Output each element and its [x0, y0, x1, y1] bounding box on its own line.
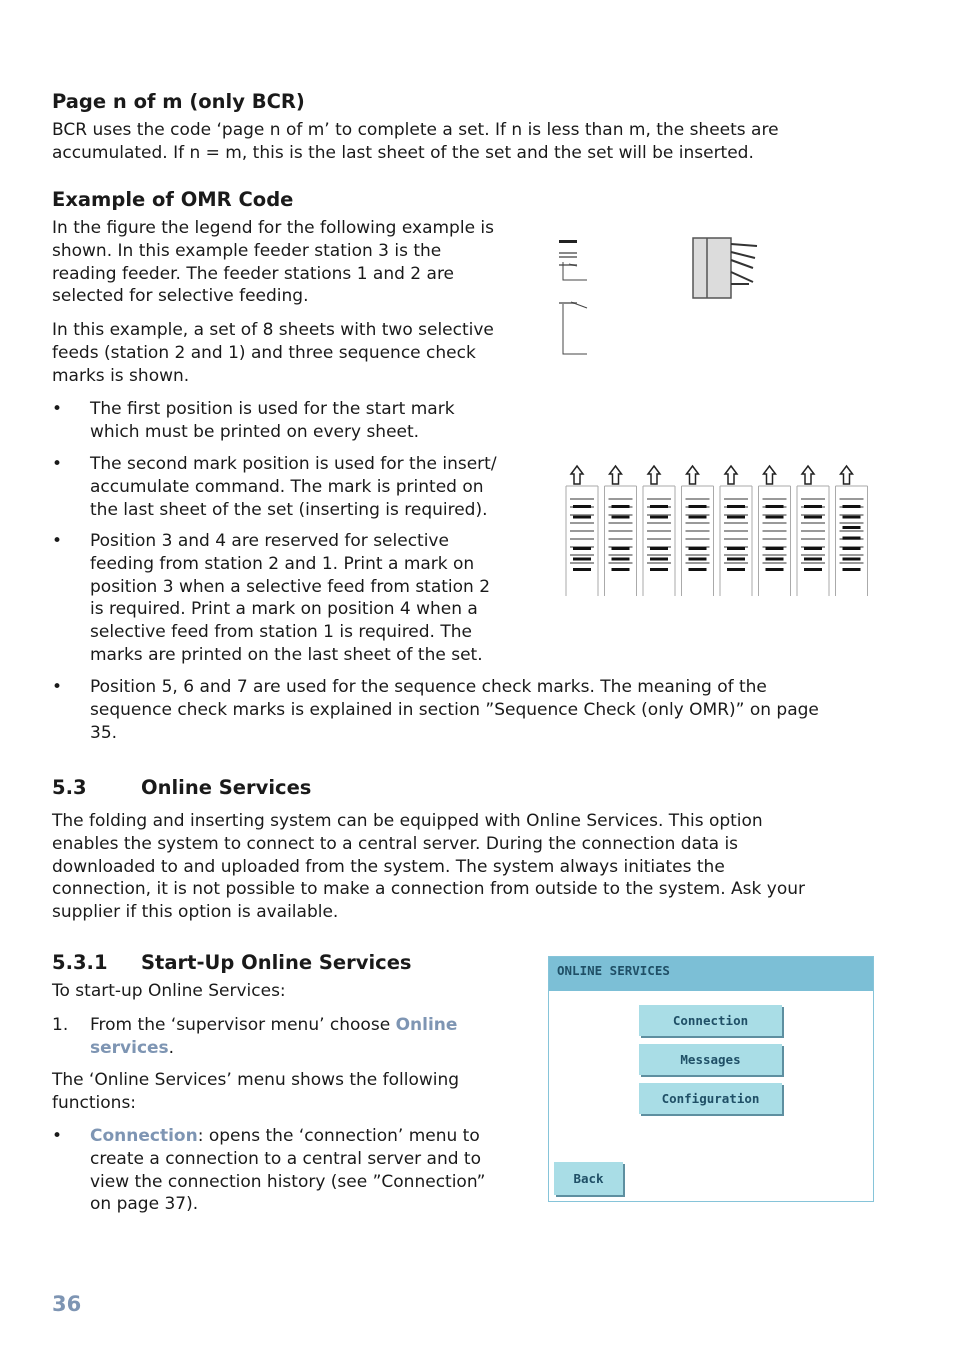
paragraph: accumulated. If n = m, this is the last sheet of the set and the set will be inserted.	[52, 143, 754, 163]
omr-mark	[650, 516, 668, 519]
feed-arrow-icon	[571, 466, 583, 484]
paragraph: The folding and inserting system can be equipped with Online Services. This option enables the system to connect to a central server. During the connection data is downloaded to and uploaded from the system. The system always initiates the connection, it is not possible to make a connection from outside to the system. Ask your supplier if this option is available.	[52, 811, 805, 923]
omr-mark	[689, 547, 707, 550]
omr-mark	[573, 516, 591, 519]
omr-mark	[650, 558, 668, 561]
feed-arrow-icon	[725, 466, 737, 484]
omr-mark	[804, 505, 822, 508]
omr-mark	[573, 547, 591, 550]
heading-page-n-of-m: Page n of m (only BCR)	[52, 90, 305, 113]
feed-arrow-icon	[841, 466, 853, 484]
online-services-panel	[548, 956, 874, 1202]
omr-mark	[766, 505, 784, 508]
omr-mark	[612, 516, 630, 519]
omr-mark	[573, 558, 591, 561]
omr-mark	[727, 516, 745, 519]
paragraph: BCR uses the code ‘page n of m’ to complete a set. If n is less than m, the sheets are	[52, 120, 779, 140]
link-services[interactable]: services	[90, 1037, 169, 1058]
omr-mark	[650, 547, 668, 550]
paragraph: The ‘Online Services’ menu shows the following functions:	[52, 1070, 460, 1113]
omr-mark	[689, 568, 707, 571]
panel-title: ONLINE SERVICES	[557, 963, 670, 978]
omr-mark	[843, 568, 861, 571]
heading-example-omr: Example of OMR Code	[52, 188, 294, 211]
omr-sheet	[797, 466, 829, 596]
bullet-marker: •	[52, 399, 63, 419]
step-item: From the ‘supervisor menu’ choose Online services.	[90, 1015, 458, 1058]
omr-sheet	[566, 466, 598, 596]
feed-arrow-icon	[764, 466, 776, 484]
omr-sheet	[605, 466, 637, 596]
list-item: The first position is used for the start mark which must be printed on every sheet.	[90, 399, 455, 442]
paragraph: In the figure the legend for the following example is shown. In this example feeder station 3 is the reading feeder. The feeder stations 1 and 2 are selected for selective feeding.	[52, 218, 495, 307]
omr-mark	[804, 558, 822, 561]
bullet-marker: •	[52, 1126, 63, 1146]
omr-mark	[843, 558, 861, 561]
section-number: 5.3	[52, 776, 87, 799]
paragraph: In this example, a set of 8 sheets with two selective feeds (station 2 and 1) and three sequence check marks is shown.	[52, 320, 494, 386]
paragraph: To start-up Online Services:	[52, 981, 286, 1001]
omr-mark	[727, 558, 745, 561]
omr-mark	[766, 516, 784, 519]
feed-arrow-icon	[802, 466, 814, 484]
configuration-button[interactable]: Configuration	[639, 1083, 782, 1114]
list-item: The second mark position is used for the insert/ accumulate command. The mark is printed on the last sheet of the set (inserting is required).	[90, 454, 497, 520]
page-number: 36	[52, 1292, 82, 1316]
step-number: 1.	[52, 1015, 69, 1035]
omr-mark	[766, 547, 784, 550]
omr-mark	[804, 568, 822, 571]
list-item: Position 3 and 4 are reserved for selective feeding from station 2 and 1. Print a mark on position 3 when a selective feed from station 2 is required. Print a mark on position 4 when a selective feed from station 1 is required. The marks are printed on the last sheet of the set.	[90, 531, 491, 665]
omr-sheet	[836, 466, 868, 596]
omr-sheet	[720, 466, 752, 596]
heading-start-up-online-services: Start-Up Online Services	[141, 951, 412, 974]
omr-sheet	[682, 466, 714, 596]
section-number: 5.3.1	[52, 951, 108, 974]
omr-legend-figure	[555, 232, 770, 360]
omr-mark	[804, 516, 822, 519]
omr-mark	[573, 568, 591, 571]
link-online[interactable]: Online	[395, 1015, 458, 1035]
list-item: Position 5, 6 and 7 are used for the sequence check marks. The meaning of the sequence check marks is explained in section ”Sequence Check (only OMR)” on page 35.	[90, 677, 819, 743]
omr-mark	[612, 568, 630, 571]
panel-title-bar	[549, 957, 873, 991]
omr-mark	[650, 568, 668, 571]
omr-mark	[843, 537, 861, 540]
omr-mark	[843, 516, 861, 519]
bullet-marker: •	[52, 677, 63, 697]
omr-mark	[727, 505, 745, 508]
omr-mark	[843, 526, 861, 529]
omr-mark	[766, 568, 784, 571]
omr-mark	[573, 505, 591, 508]
omr-mark	[612, 547, 630, 550]
omr-sheet	[643, 466, 675, 596]
omr-mark	[689, 558, 707, 561]
omr-mark	[650, 505, 668, 508]
omr-sheets-figure	[560, 460, 875, 600]
omr-mark	[766, 558, 784, 561]
back-button[interactable]: Back	[554, 1162, 623, 1195]
messages-button[interactable]: Messages	[639, 1044, 782, 1075]
omr-mark	[612, 558, 630, 561]
link-connection[interactable]: Connection	[90, 1126, 198, 1146]
bullet-marker: •	[52, 454, 63, 474]
heading-online-services: Online Services	[141, 776, 312, 799]
omr-mark	[689, 516, 707, 519]
omr-sheet	[759, 466, 791, 596]
omr-mark	[612, 505, 630, 508]
omr-mark	[727, 547, 745, 550]
omr-mark	[727, 568, 745, 571]
bullet-marker: •	[52, 531, 63, 551]
feed-arrow-icon	[610, 466, 622, 484]
connection-button[interactable]: Connection	[639, 1005, 782, 1036]
omr-mark	[843, 547, 861, 550]
feed-arrow-icon	[687, 466, 699, 484]
omr-mark	[843, 505, 861, 508]
omr-mark	[804, 547, 822, 550]
feed-arrow-icon	[648, 466, 660, 484]
omr-mark	[689, 505, 707, 508]
list-item: Connection: opens the ‘connection’ menu to create a connection to a central server and to view the connection history (see ”Connection” on page 37).	[90, 1126, 486, 1215]
